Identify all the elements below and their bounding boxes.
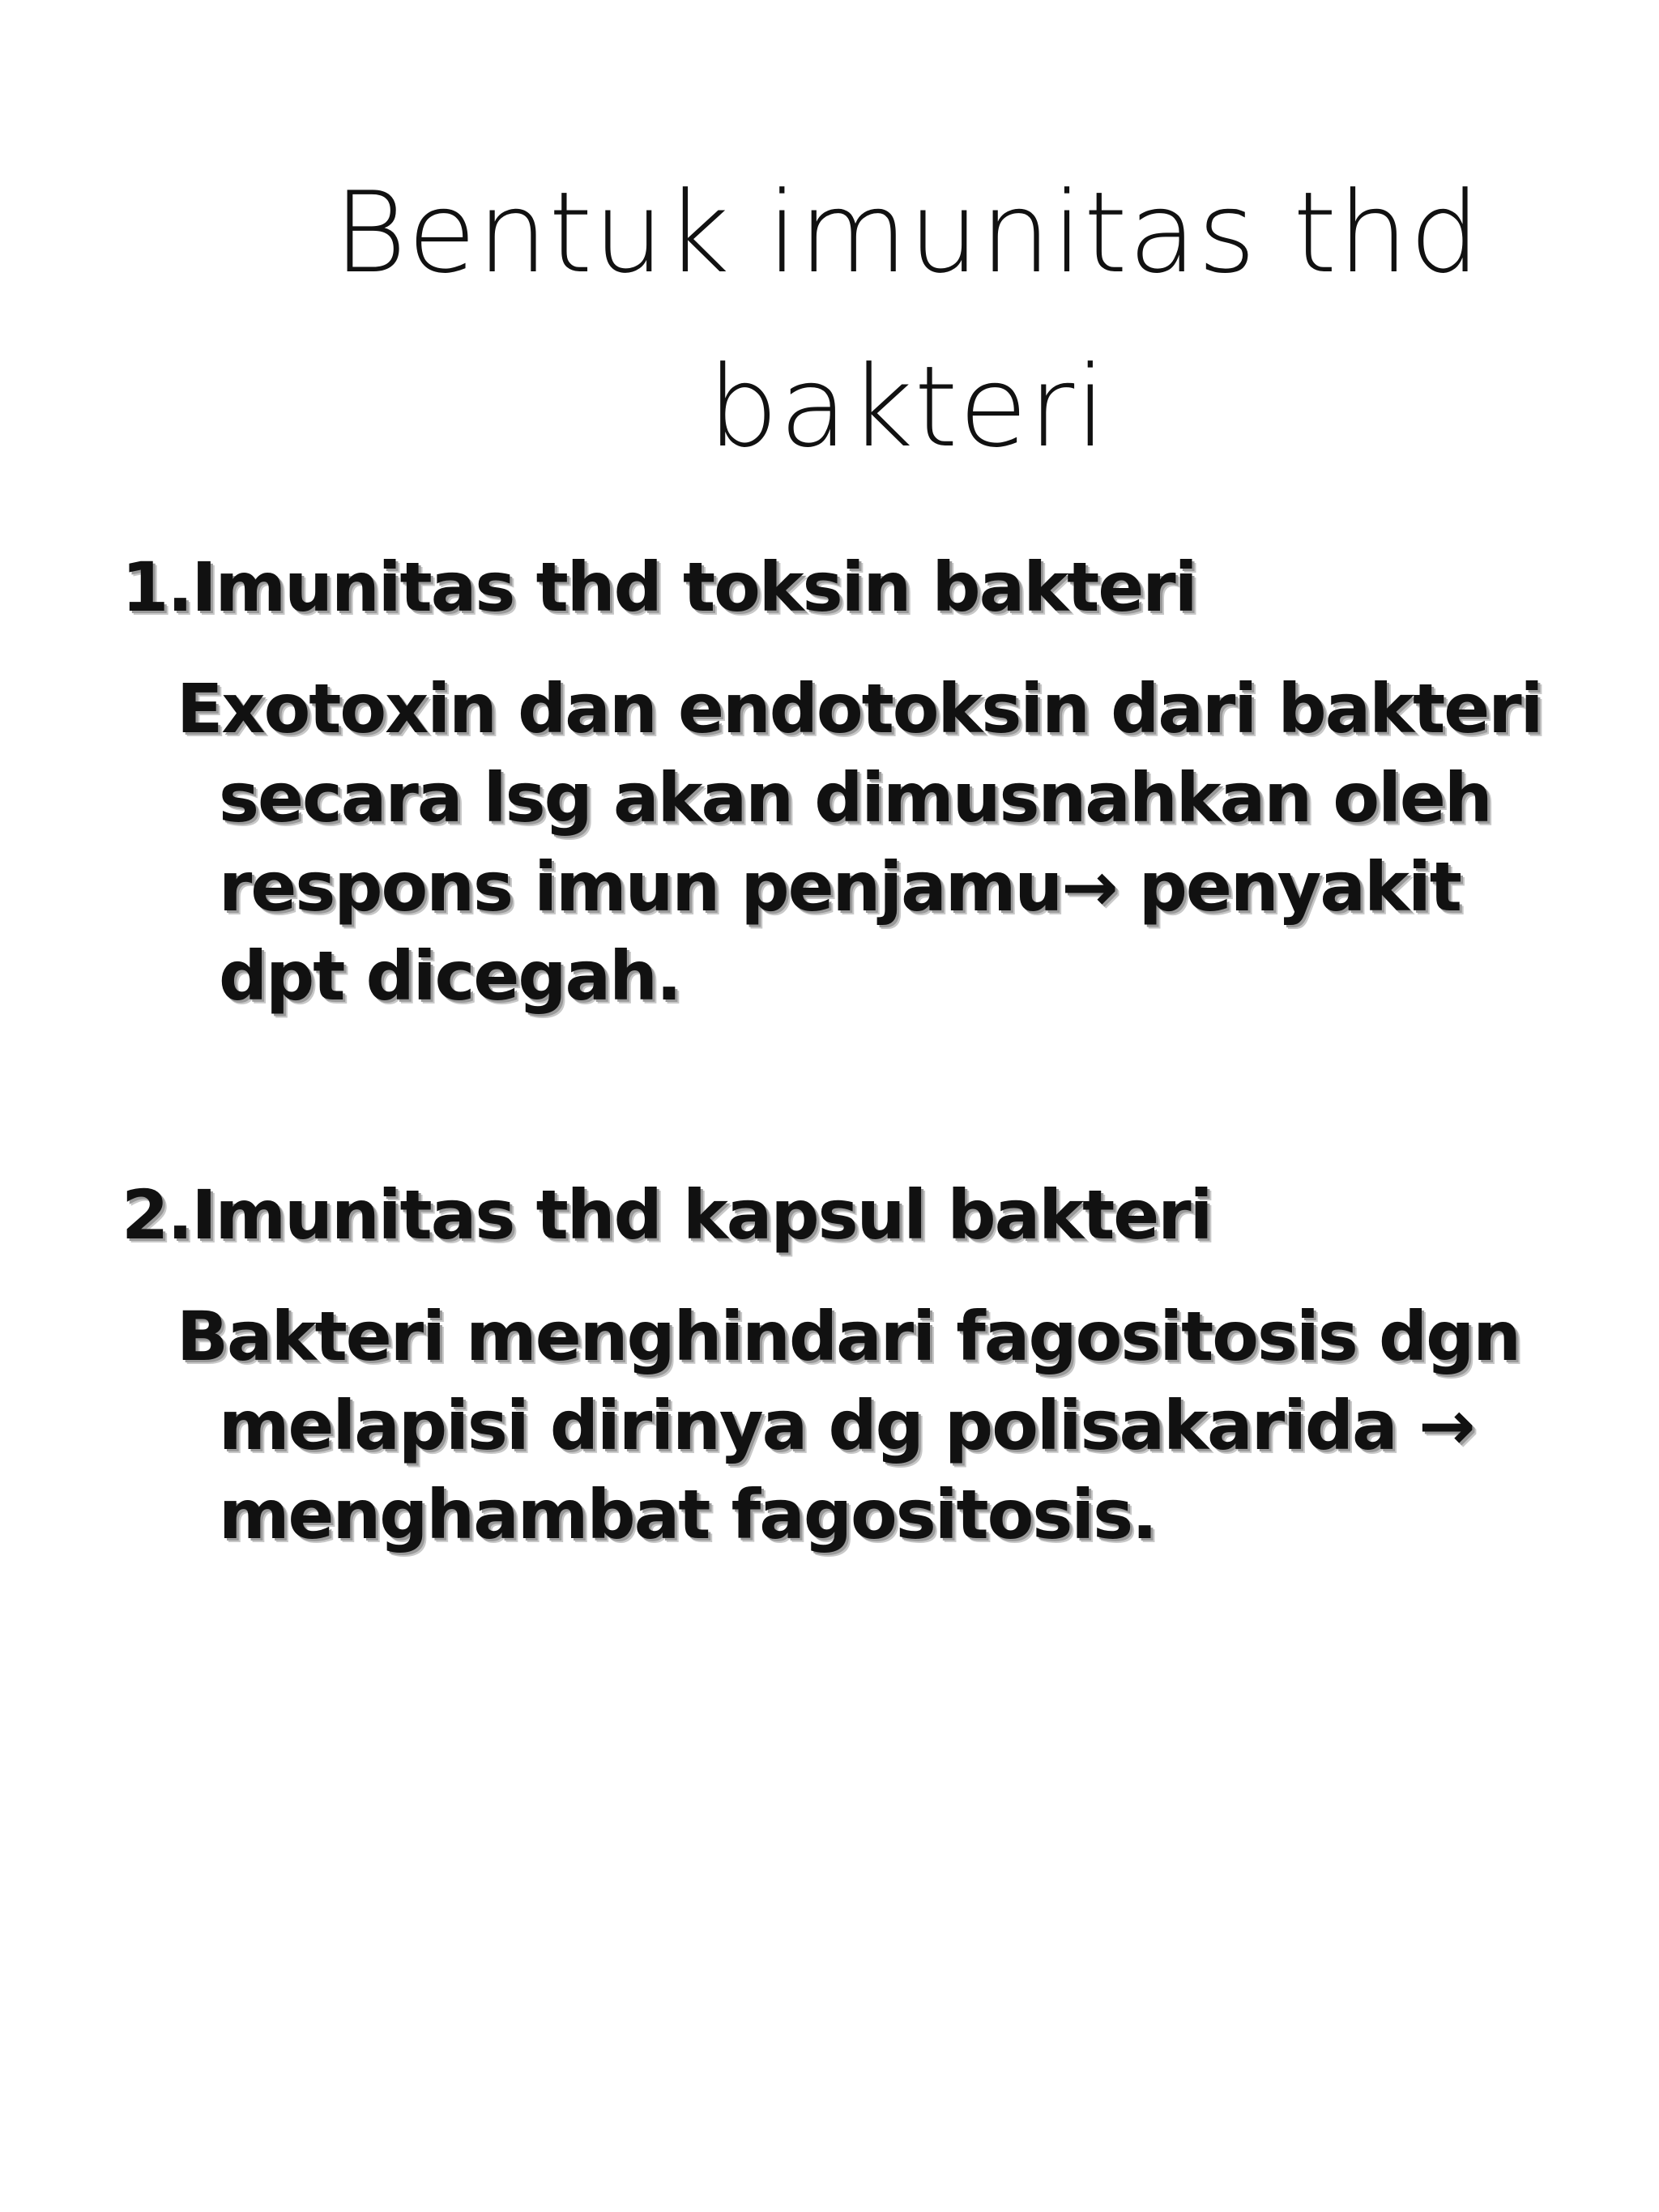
slide-title	[243, 146, 1572, 494]
slide-title-line-1: Bentuk imunitas thd	[333, 168, 1482, 298]
section-2-heading: 2.Imunitas thd kapsul bakteri	[122, 1175, 1212, 1255]
section-2-line-3: menghambat fagositosis.	[219, 1475, 1157, 1554]
section-1-line-2: secara lsg akan dimusnahkan oleh	[219, 758, 1491, 837]
section-2-line-2: melapisi dirinya dg polisakarida →	[219, 1386, 1474, 1465]
section-2-paragraph	[177, 1292, 1520, 1559]
section-1-line-1: Exotoxin dan endotoksin dari bakteri	[177, 669, 1542, 748]
section-2-line-1: Bakteri menghindari fagositosis dgn	[177, 1297, 1520, 1376]
section-1-line-4: dpt dicegah.	[219, 936, 680, 1016]
section-1-paragraph	[177, 664, 1542, 1021]
section-1-line-3: respons imun penjamu→ penyakit	[219, 847, 1461, 927]
slide-title-line-2: bakteri	[707, 342, 1107, 472]
section-1-heading: 1.Imunitas thd toksin bakteri	[122, 548, 1196, 627]
